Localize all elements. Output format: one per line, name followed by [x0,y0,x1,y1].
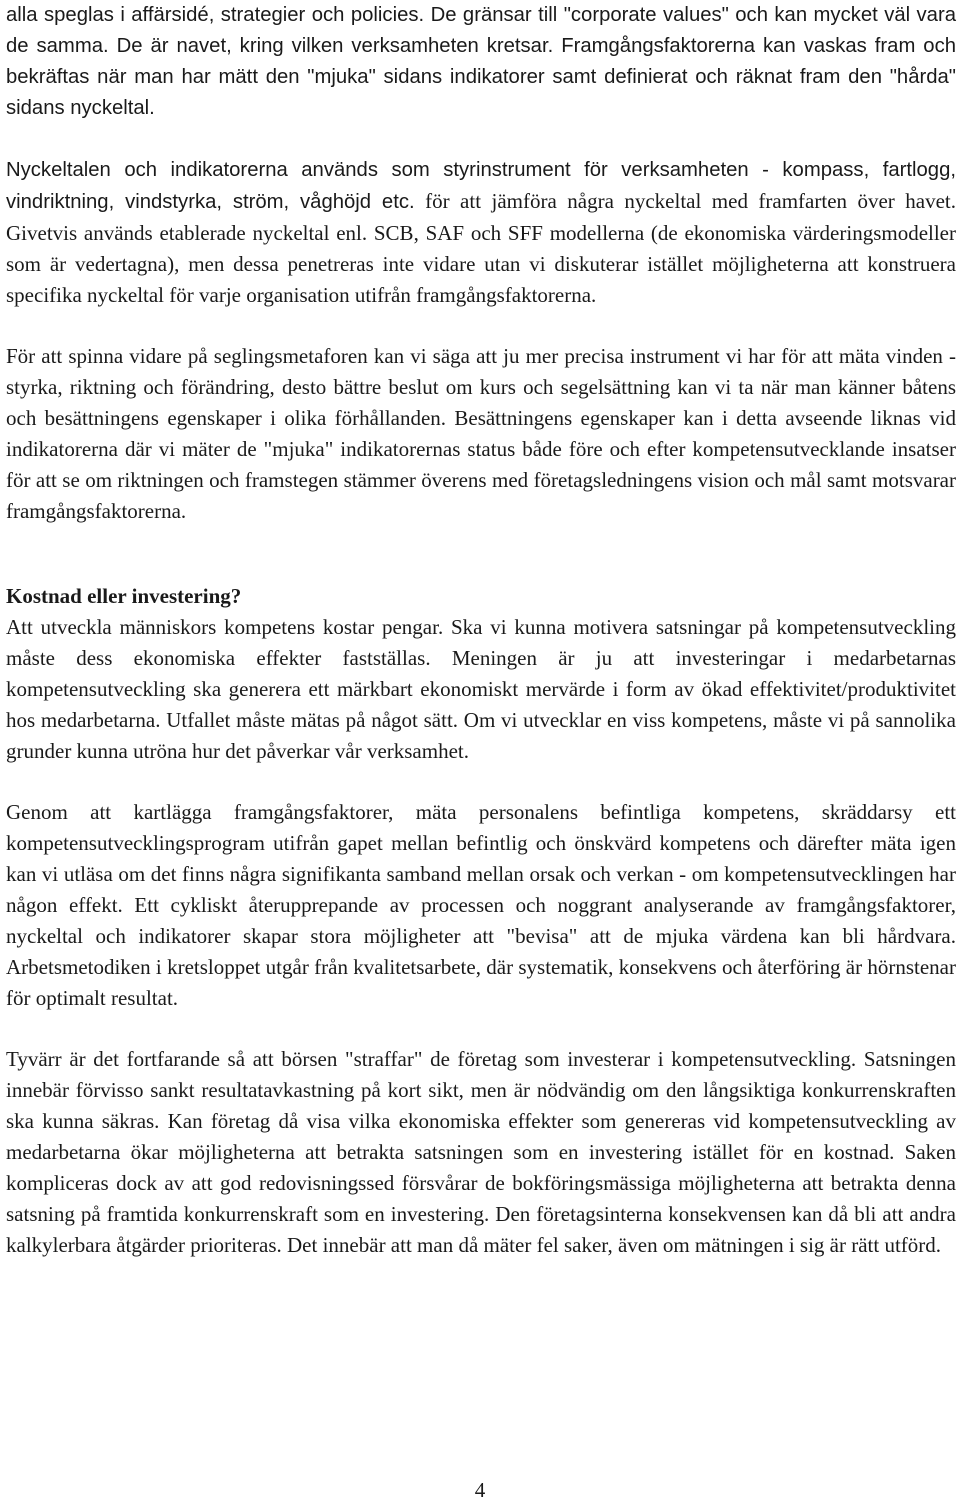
spacer [6,767,956,797]
paragraph-sailing-metaphor: För att spinna vidare på seglingsmetaforen kan vi säga att ju mer precisa instrument vi har för att mäta vinden - styrka, riktning och förändring, desto bättre beslut om kurs och segelsättning kan vi ta när man känner båtens och besättningens egenskaper i olika förhållanden. Besättningens egenskaper kan i detta avseende liknas vid indikatorerna där vi mäter de "mjuka" indikatorernas status både före och efter kompetensutvecklande insatser för att se om riktningen och framstegen stämmer överens med företagsledningens vision och mål samt motsvarar framgångsfaktorerna. [6,344,956,523]
paragraph-success-factors: alla speglas i affärsidé, strategier och policies. De gränsar till "corporate values" och kan mycket väl vara de samma. De är navet, kring vilken verksamheten kretsar. Framgångsfaktorerna kan vaskas fram och bekräftas när man har mätt den "mjuka" sidans indikatorer samt definierat och räknat fram den "hårda" sidans nyckeltal. [6,4,956,119]
paragraph-key-figures [6,154,956,311]
document-page [6,0,956,1261]
paragraph-key-figures-serif: för att jämföra några nyckeltal med framfarten över havet. Givetvis används etablerade nyckeltal enl. SCB, SAF och SFF modellerna (de ekonomiska värderingsmodeller som är vedertagna), men dessa penetreras inte vidare utan vi diskuterar istället möjligheterna att konstruera specifika nyckeltal för varje organisation utifrån framgångsfaktorerna. [6,189,956,307]
spacer [6,527,956,557]
spacer [6,1014,956,1044]
paragraph-mapping-success-factors: Genom att kartlägga framgångsfaktorer, mäta personalens befintliga kompetens, skräddarsy ett kompetensutvecklingsprogram utifrån gapet mellan befintlig och önskvärd kompetens och därefter mäta igen kan vi utläsa om det finns några signifikanta samband mellan orsak och verkan - om kompetensutvecklingen har någon effekt. Ett cykliskt återupprepande av processen och noggrant analyserande av framgångsfaktorer, nyckeltal och indikatorer skapar stora möjligheter att "bevisa" att de mjuka värdena kan bli hårdvara. Arbetsmetodiken i kretsloppet utgår från kvalitetsarbete, där systematik, konsekvens och återföring är hörnstenar för optimalt resultat. [6,800,956,1010]
paragraph-cost-or-investment: Att utveckla människors kompetens kostar pengar. Ska vi kunna motivera satsningar på kompetensutveckling måste dess ekonomiska effekter fastställas. Meningen är ju att investeringar i medarbetarnas kompetensutveckling ska generera ett märkbart ekonomiskt mervärde i form av ökad effektivitet/produktivitet hos medarbetarna. Utfallet måste mätas på något sätt. Om vi utvecklar en viss kompetens, måste vi på sannolika grunder kunna utröna hur det påverkar vår verksamhet. [6,615,956,763]
spacer [6,311,956,341]
paragraph-key-figures-sans: Nyckeltalen och indikatorerna används som styrinstrument för verksamheten - kompass, fartlogg, vindriktning, vindstyrka, ström, våghöjd etc. [6,159,956,213]
spacer [6,124,956,154]
page-number: 4 [474,1478,486,1502]
spacer [6,557,956,581]
section-heading: Kostnad eller investering? [6,584,242,608]
paragraph-stock-market: Tyvärr är det fortfarande så att börsen "straffar" de företag som investerar i kompetensutveckling. Satsningen innebär förvisso sankt resultatavkastning på kort sikt, men är nödvändig om den långsiktiga konkurrenskraften ska kunna säkras. Kan företag då visa vilka ekonomiska effekter som genereras vid kompetensutveckling av medarbetarna ökar möjligheterna att betrakta satsningen som en investering istället för en kostnad. Saken kompliceras dock av att god redovisningssed försvårar de bokföringsmässiga möjligheterna att betrakta denna satsning på framtida konkurrenskraft som en investering. Den företagsinterna konsekvensen kan då bli att andra kalkylerbara åtgärder prioriteras. Det innebär att man då mäter fel saker, även om mätningen i sig är rätt utförd. [6,1047,956,1257]
